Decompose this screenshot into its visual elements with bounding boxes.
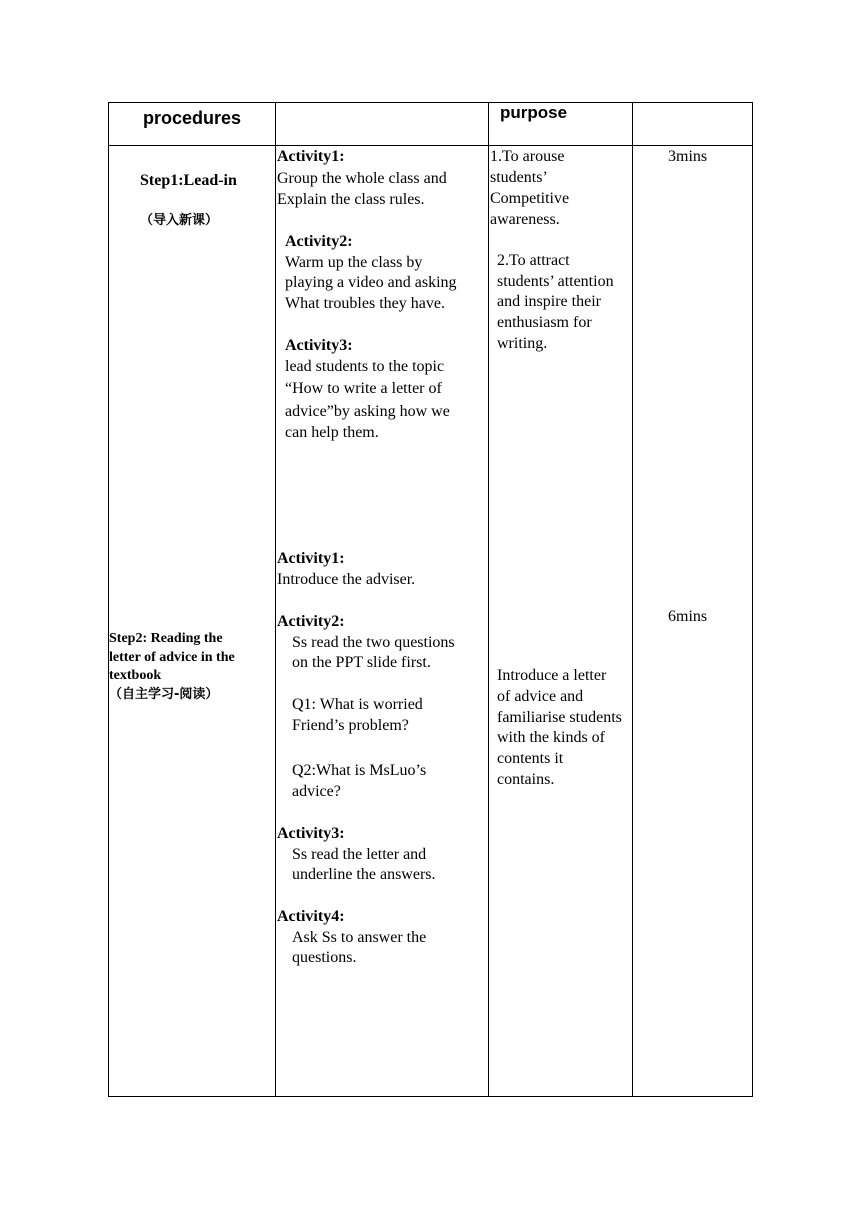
step2-activity3-title: Activity3:: [277, 825, 345, 842]
step2-activity3-line: Ss read the letter and: [292, 846, 427, 863]
step2-activity4-title: Activity4:: [277, 908, 345, 925]
step2-purpose-line: Introduce a letter: [497, 667, 607, 684]
step1-purpose-line: 1.To arouse: [490, 148, 565, 165]
step1-purpose-line: awareness.: [490, 211, 560, 228]
step1-activity3-line: lead students to the topic: [285, 358, 445, 375]
column-divider-1: [275, 102, 276, 1097]
step1-purpose-line: Competitive: [490, 190, 570, 207]
step1-activity3-line: can help them.: [285, 424, 379, 441]
step1-activity2-title: Activity2:: [285, 233, 353, 250]
step1-activity2-line: playing a video and asking: [285, 274, 457, 291]
step1-title: Step1:Lead-in: [140, 172, 237, 189]
step1-activity1-line: Explain the class rules.: [277, 191, 425, 208]
header-row-divider: [108, 145, 753, 146]
header-purpose: purpose: [500, 103, 568, 122]
step2-activity3-line: underline the answers.: [292, 866, 436, 883]
table-border-bottom: [108, 1096, 753, 1097]
step2-purpose-line: contents it: [497, 750, 564, 767]
step1-purpose2-line: students’ attention: [497, 273, 614, 290]
step2-q2-line: Q2:What is MsLuo’s: [292, 762, 427, 779]
step2-title-line: letter of advice in the: [109, 650, 235, 665]
step1-purpose2-line: and inspire their: [497, 293, 601, 310]
header-procedures: procedures: [143, 108, 242, 128]
step2-activity4-line: Ask Ss to answer the: [292, 929, 427, 946]
step2-activity1-title: Activity1:: [277, 550, 345, 567]
step2-q1-line: Q1: What is worried: [292, 696, 423, 713]
step2-purpose-line: of advice and: [497, 688, 584, 705]
step2-activity2-line: on the PPT slide first.: [292, 654, 431, 671]
step1-purpose2-line: writing.: [497, 335, 548, 352]
step2-q1-line: Friend’s problem?: [292, 717, 409, 734]
step2-time: 6mins: [668, 608, 708, 625]
step2-activity4-line: questions.: [292, 949, 357, 966]
step1-activity3-line: advice”by asking how we: [285, 403, 450, 420]
step1-activity2-line: What troubles they have.: [285, 295, 445, 312]
step2-purpose-line: with the kinds of: [497, 729, 605, 746]
step2-activity2-line: Ss read the two questions: [292, 634, 455, 651]
table-border-right: [752, 102, 753, 1097]
step2-activity1-line: Introduce the adviser.: [277, 571, 416, 588]
step1-purpose-line: students’: [490, 169, 548, 186]
table-border-top: [108, 102, 753, 103]
step2-q2-line: advice?: [292, 783, 341, 800]
column-divider-2: [488, 102, 489, 1097]
step1-subtitle: （导入新课）: [140, 213, 219, 228]
step1-activity3-line: “How to write a letter of: [285, 380, 442, 397]
step1-activity1-title: Activity1:: [277, 148, 345, 165]
step2-title-line: Step2: Reading the: [109, 631, 223, 646]
step2-title-line: textbook: [109, 668, 162, 683]
step2-purpose-line: contains.: [497, 771, 555, 788]
step1-purpose2-line: 2.To attract: [497, 252, 570, 269]
step1-activity2-line: Warm up the class by: [285, 254, 423, 271]
step1-activity3-title: Activity3:: [285, 337, 353, 354]
step2-purpose-line: familiarise students: [497, 709, 622, 726]
step1-activity1-line: Group the whole class and: [277, 170, 447, 187]
column-divider-3: [632, 102, 633, 1097]
step1-time: 3mins: [668, 148, 708, 165]
table-border-left: [108, 102, 109, 1097]
step2-subtitle: （自主学习-阅读）: [109, 687, 219, 702]
step1-purpose2-line: enthusiasm for: [497, 314, 592, 331]
step2-activity2-title: Activity2:: [277, 613, 345, 630]
